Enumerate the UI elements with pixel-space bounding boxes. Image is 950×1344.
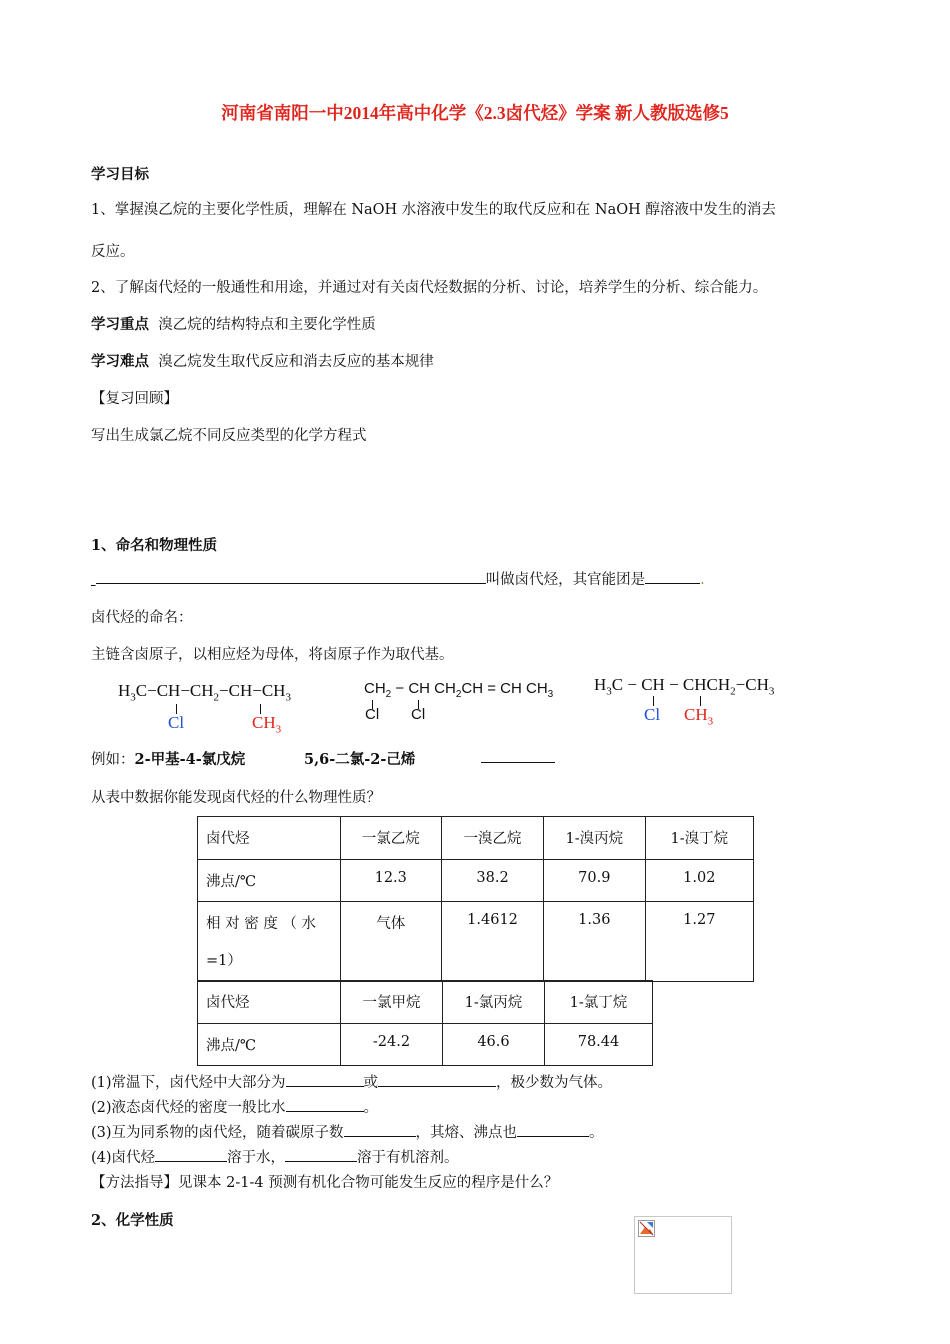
definition-end: . <box>700 572 705 588</box>
q1-text-b: 或 <box>363 1075 379 1091</box>
table1-cell: 70.9 <box>544 860 646 902</box>
table1-header-cell: 1-溴丁烷 <box>645 817 753 860</box>
q1-blank-2[interactable] <box>378 1073 496 1087</box>
table1-cell: 1.02 <box>645 860 753 902</box>
naming-rule: 主链含卤原子，以相应烃为母体，将卤原子作为取代基。 <box>91 647 454 663</box>
table1-cell: 沸点/℃ <box>198 860 341 902</box>
q2-text-b: 。 <box>363 1100 379 1116</box>
q4-text-b: 溶于水， <box>227 1150 286 1166</box>
table1-cell: 1.4612 <box>442 902 544 982</box>
section2-heading: 2、化学性质 <box>91 1212 174 1229</box>
table2-header-cell: 卤代烃 <box>198 981 341 1024</box>
table-question: 从表中数据你能发现卤代烃的什么物理性质？ <box>91 790 381 806</box>
formula-1-ch3: $CH_3$ <box>252 713 282 736</box>
example-line <box>91 748 245 769</box>
goal-item-2: 2、了解卤代烃的一般通性和用途，并通过对有关卤代烃数据的分析、讨论，培养学生的分析、综合能力。 <box>91 280 768 296</box>
definition-line <box>91 568 705 589</box>
table1-bp-row <box>198 860 754 902</box>
formula-3-cl: Cl <box>644 705 661 724</box>
image-placeholder <box>634 1216 732 1294</box>
table1-header-cell: 一溴乙烷 <box>442 817 544 860</box>
density-label-line-2: =1） <box>206 953 242 969</box>
goals-heading: 学习目标 <box>91 166 149 183</box>
q1-blank-1[interactable] <box>286 1073 364 1087</box>
table2-cell: 沸点/℃ <box>198 1024 341 1066</box>
question-4 <box>91 1146 459 1167</box>
table1-cell: 1.27 <box>645 902 753 982</box>
difficulty-label: 学习难点 <box>91 353 149 370</box>
method-guide: 【方法指导】见课本 2-1-4 预测有机化合物可能发生反应的程序是什么？ <box>91 1175 559 1191</box>
example-2: 5,6-二氯-2-己烯 <box>304 751 416 768</box>
table1-density-label <box>198 902 341 982</box>
q3-text-a: (3)互为同系物的卤代烃，随着碳原子数 <box>91 1125 344 1141</box>
haloalkane-table-2 <box>197 980 653 1066</box>
table2-bp-row <box>198 1024 653 1066</box>
table2-cell: 78.44 <box>544 1024 652 1066</box>
focus-text: 溴乙烷的结构特点和主要化学性质 <box>158 317 376 333</box>
formula-2-cl-1: Cl <box>365 706 380 723</box>
definition-blank-line[interactable] <box>96 569 486 584</box>
q3-blank-2[interactable] <box>517 1123 589 1137</box>
table1-cell: 气体 <box>340 902 442 982</box>
question-1 <box>91 1071 612 1092</box>
q4-blank-2[interactable] <box>285 1148 357 1162</box>
haloalkane-table-1 <box>197 816 754 982</box>
table1-cell: 12.3 <box>340 860 442 902</box>
q2-blank[interactable] <box>286 1098 364 1112</box>
table1-header-cell: 1-溴丙烷 <box>544 817 646 860</box>
table1-header-cell: 卤代烃 <box>198 817 341 860</box>
focus-line <box>91 313 376 334</box>
page-title: 河南省南阳一中2014年高中化学《2.3卤代烃》学案 新人教版选修5 <box>221 103 729 123</box>
goal-item-1: 1、掌握溴乙烷的主要化学性质，理解在 NaOH 水溶液中发生的取代反应和在 NaOH 醇溶液中发生的消去 <box>91 202 776 218</box>
difficulty-text: 溴乙烷发生取代反应和消去反应的基本规律 <box>158 354 434 370</box>
section1-heading: 1、命名和物理性质 <box>91 537 218 554</box>
q4-text-c: 溶于有机溶剂。 <box>357 1150 459 1166</box>
q1-text-a: (1)常温下，卤代烃中大部分为 <box>91 1075 286 1091</box>
q2-text-a: (2)液态卤代烃的密度一般比水 <box>91 1100 286 1116</box>
table2-cell: -24.2 <box>340 1024 442 1066</box>
definition-text: 叫做卤代烃，其官能团是 <box>485 572 646 588</box>
example-prefix: 例如： <box>91 752 135 768</box>
q4-blank-1[interactable] <box>155 1148 227 1162</box>
formula-3-ch3: $CH_3$ <box>684 705 714 728</box>
table2-header-cell: 1-氯丁烷 <box>544 981 652 1024</box>
difficulty-line <box>91 350 434 371</box>
review-text: 写出生成氯乙烷不同反应类型的化学方程式 <box>91 428 367 444</box>
table1-cell: 1.36 <box>544 902 646 982</box>
formula-2: $CH_2$ − CH $CH_2CH$ = CH $CH_3$ <box>364 680 554 700</box>
q3-text-b: ，其熔、沸点也 <box>415 1125 518 1141</box>
question-3 <box>91 1121 604 1142</box>
table2-header-cell: 1-氯丙烷 <box>442 981 544 1024</box>
table2-header-cell: 一氯甲烷 <box>340 981 442 1024</box>
table1-header-cell: 一氯乙烷 <box>340 817 442 860</box>
q3-blank-1[interactable] <box>344 1123 416 1137</box>
focus-label: 学习重点 <box>91 316 149 333</box>
goal-item-1-cont: 反应。 <box>91 244 135 260</box>
review-heading: 【复习回顾】 <box>91 391 178 407</box>
formula-1-cl: Cl <box>168 713 185 732</box>
broken-image-icon <box>638 1220 656 1238</box>
q3-text-c: 。 <box>589 1125 604 1141</box>
density-label-line-1: 相 对 密 度 （ 水 <box>206 916 317 932</box>
table2-cell: 46.6 <box>442 1024 544 1066</box>
q4-text-a: (4)卤代烃 <box>91 1150 156 1166</box>
formula-1: $H_3C-CH-CH_2-CH-CH_3$ <box>118 681 291 704</box>
example-1: 2-甲基-4-氯戊烷 <box>134 751 246 768</box>
formula-3: $H_3C$ − CH − $CHCH_2-CH_3$ <box>594 675 775 698</box>
q1-text-c: ，极少数为气体。 <box>496 1075 613 1091</box>
table1-cell: 38.2 <box>442 860 544 902</box>
formula-2-cl-2: Cl <box>411 706 426 723</box>
example-blank[interactable] <box>481 762 555 763</box>
table1-header-row <box>198 817 754 860</box>
table2-header-row <box>198 981 653 1024</box>
naming-label: 卤代烃的命名： <box>91 610 193 626</box>
table1-density-row <box>198 902 754 982</box>
functional-group-blank[interactable] <box>645 569 700 584</box>
question-2 <box>91 1096 378 1117</box>
